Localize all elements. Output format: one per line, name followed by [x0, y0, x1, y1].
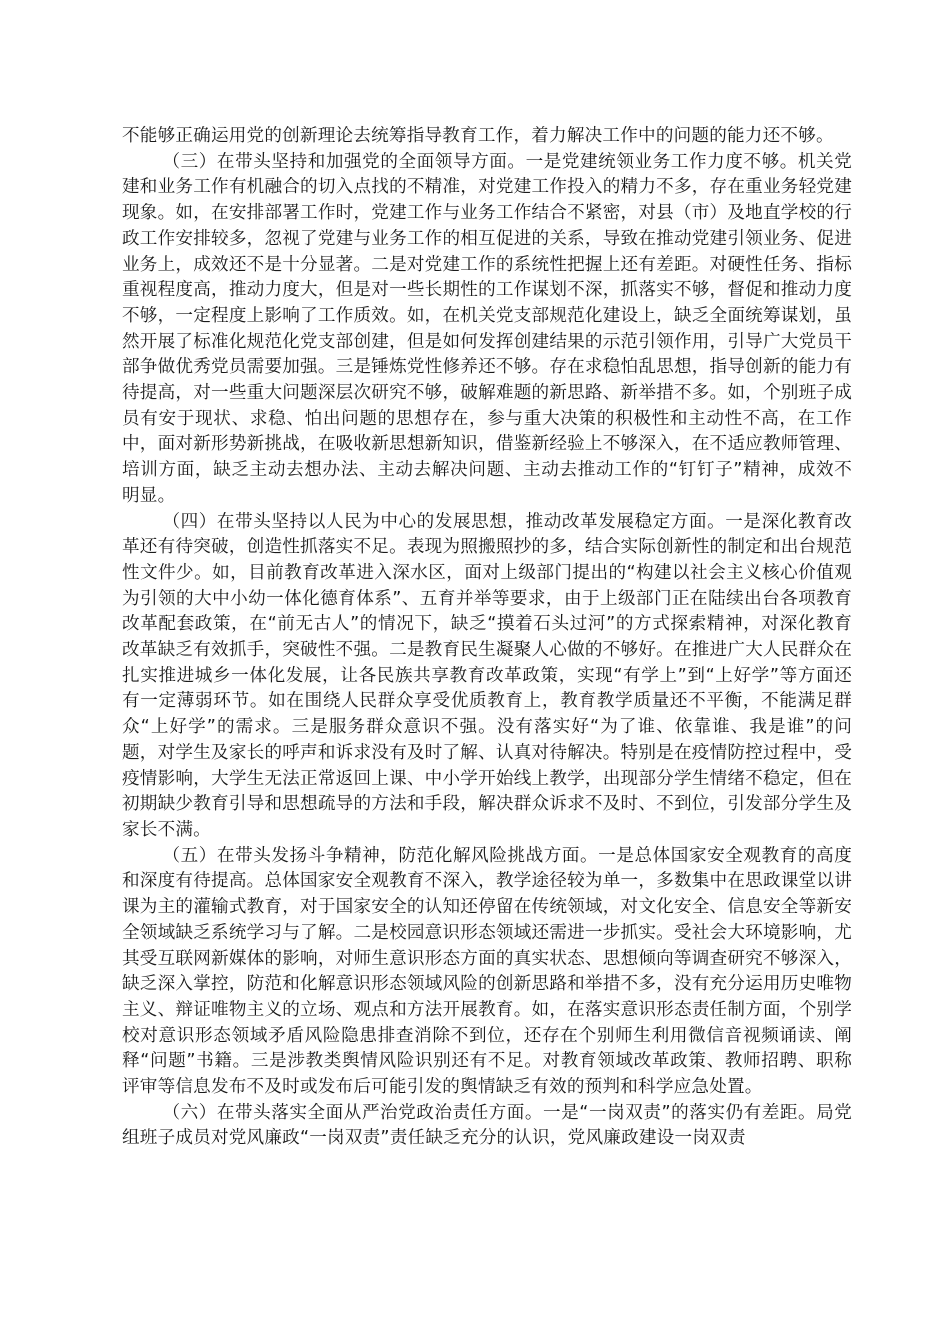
- paragraph-section-5: （五）在带头发扬斗争精神，防范化解风险挑战方面。一是总体国家安全观教育的高度和深度有待提高。总体国家安全观教育不深入，教学途径较为单一，多数集中在思政课堂以讲课为主的灌输式教育，对于国家安全的认知还停留在传统领域，对文化安全、信息安全等新安全领域缺乏系统学习与了解。二是校园意识形态领域还需进一步抓实。受社会大环境影响，尤其受互联网新媒体的影响，对师生意识形态方面的真实状态、思想倾向等调查研究不够深入，缺乏深入掌控，防范和化解意识形态领域风险的创新思路和举措不多，没有充分运用历史唯物主义、辩证唯物主义的立场、观点和方法开展教育。如，在落实意识形态责任制方面，个别学校对意识形态领域矛盾风险隐患排查消除不到位，还存在个别师生利用微信音视频诵读、阐释“问题”书籍。三是涉教类舆情风险识别还有不足。对教育领域改革政策、教师招聘、职称评审等信息发布不及时或发布后可能引发的舆情缺乏有效的预判和科学应急处置。: [122, 845, 852, 1098]
- paragraph-section-3: （三）在带头坚持和加强党的全面领导方面。一是党建统领业务工作力度不够。机关党建和业务工作有机融合的切入点找的不精准，对党建工作投入的精力不多，存在重业务轻党建现象。如，在安排部署工作时，党建工作与业务工作结合不紧密，对县（市）及地直学校的行政工作安排较多，忽视了党建与业务工作的相互促进的关系，导致在推动党建引领业务、促进业务上，成效还不是十分显著。二是对党建工作的系统性把握上还有差距。对硬性任务、指标重视程度高，推动力度大，但是对一些长期性的工作谋划不深，抓落实不够，督促和推动力度不够，一定程度上影响了工作质效。如，在机关党支部规范化建设上，缺乏全面统筹谋划，虽然开展了标准化规范化党支部创建，但是如何发挥创建结果的示范引领作用，引导广大党员干部争做优秀党员需要加强。三是锤炼党性修养还不够。存在求稳怕乱思想，指导创新的能力有待提高，对一些重大问题深层次研究不够，破解难题的新思路、新举措不多。如，个别班子成员有安于现状、求稳、怕出问题的思想存在，参与重大决策的积极性和主动性不高，在工作中，面对新形势新挑战，在吸收新思想新知识，借鉴新经验上不够深入，在不适应教师管理、培训方面，缺乏主动去想办法、主动去解决问题、主动去推动工作的“钉钉子”精神，成效不明显。: [122, 151, 852, 506]
- paragraph-section-4: （四）在带头坚持以人民为中心的发展思想，推动改革发展稳定方面。一是深化教育改革还有待突破，创造性抓落实不足。表现为照搬照抄的多，结合实际创新性的制定和出台规范性文件少。如，目前教育改革进入深水区，面对上级部门提出的“构建以社会主义核心价值观为引领的大中小幼一体化德育体系”、五育并举等要求，由于上级部门正在陆续出台各项教育改革配套政策，在“前无古人”的情况下，缺乏“摸着石头过河”的方式探索精神，对深化教育改革缺乏有效抓手，突破性不强。二是教育民生凝聚人心做的不够好。在推进广大人民群众在扎实推进城乡一体化发展，让各民族共享教育改革政策，实现“有学上”到“上好学”等方面还有一定薄弱环节。如在围绕人民群众享受优质教育上，教育教学质量还不平衡，不能满足群众“上好学”的需求。三是服务群众意识不强。没有落实好“为了谁、依靠谁、我是谁”的问题，对学生及家长的呼声和诉求没有及时了解、认真对待解决。特别是在疫情防控过程中，受疫情影响，大学生无法正常返回上课、中小学开始线上教学，出现部分学生情绪不稳定，但在初期缺少教育引导和思想疏导的方法和手段，解决群众诉求不及时、不到位，引发部分学生及家长不满。: [122, 511, 852, 840]
- paragraph-continuation: 不能够正确运用党的创新理论去统筹指导教育工作，着力解决工作中的问题的能力还不够。: [122, 126, 834, 146]
- document-page: [122, 124, 852, 1152]
- paragraph-section-6: （六）在带头落实全面从严治党政治责任方面。一是“一岗双责”的落实仍有差距。局党组班子成员对党风廉政“一岗双责”责任缺乏充分的认识，党风廉政建设一岗双责: [122, 1102, 852, 1149]
